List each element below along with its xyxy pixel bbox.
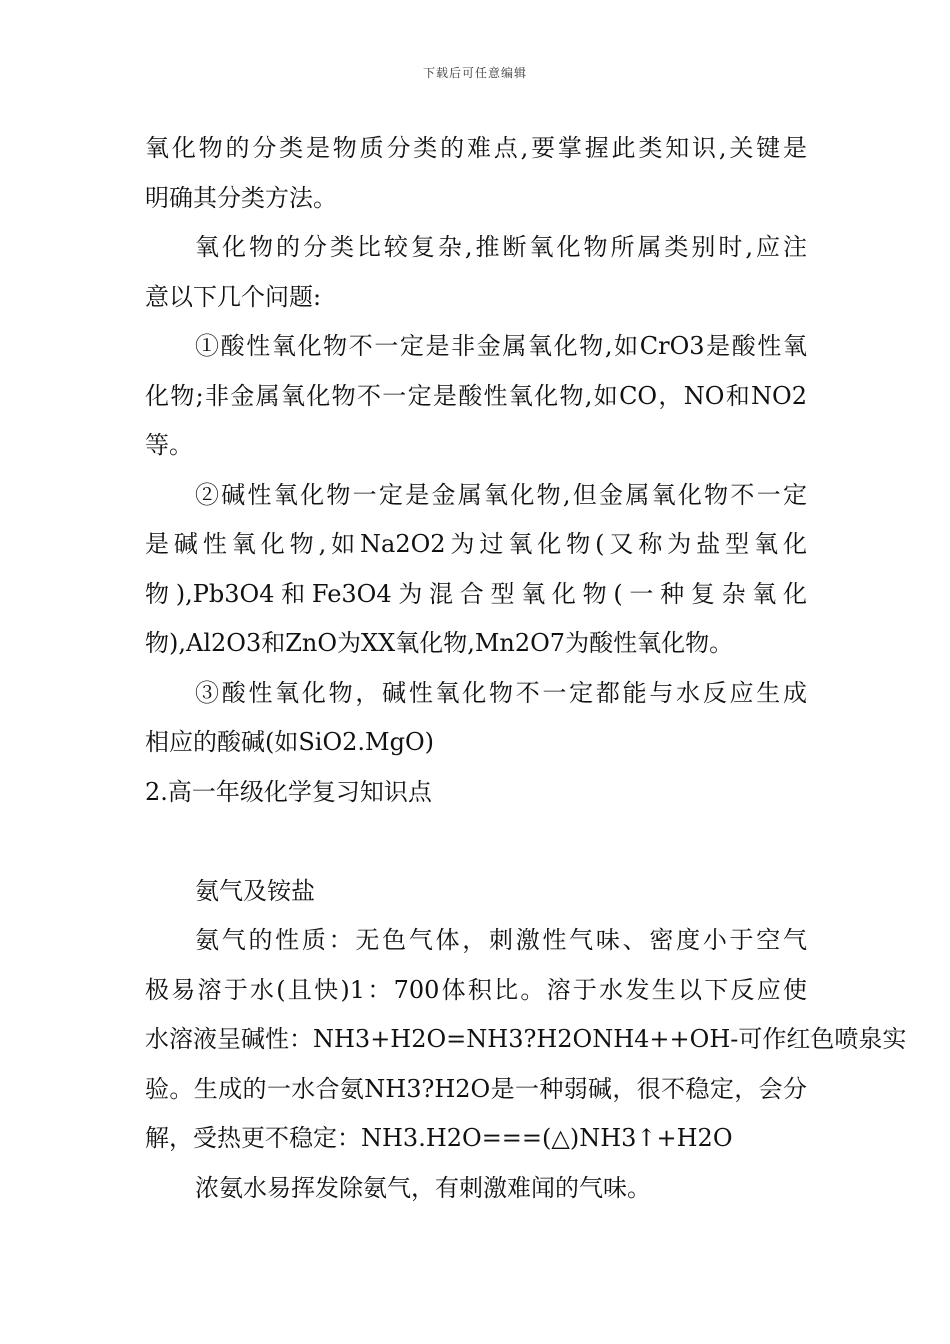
text-line: 意以下几个问题: [145,282,322,311]
text-line: 是碱性氧化物,如Na2O2为过氧化物(又称为盐型氧化 [145,530,807,558]
document-body [145,124,907,1213]
text-line: 等。 [145,431,193,459]
text-line: 相应的酸碱(如SiO2.MgO) [145,728,435,756]
text-line: 物),Pb3O4和Fe3O4为混合型氧化物(一种复杂氧化 [145,579,807,608]
text-line: 浓氨水易挥发除氨气，有刺激难闻的气味。 [195,1173,651,1202]
text-line: 明确其分类方法。 [145,183,337,212]
page-header: 下载后可任意编辑 [422,66,527,80]
text-line: 解，受热更不稳定：NH3.H2O===(△)NH3↑+H2O [145,1124,733,1152]
section-heading: 2.高一年级化学复习知识点 [145,777,432,806]
text-line: 化物;非金属氧化物不一定是酸性氧化物,如CO，NO和NO2 [145,381,807,410]
text-line: 极易溶于水(且快)1：700体积比。溶于水发生以下反应使 [145,975,807,1004]
text-line: 水溶液呈碱性：NH3+H2O=NH3?H2ONH4++OH-可作红色喷泉实 [145,1025,907,1053]
text-line: ②碱性氧化物一定是金属氧化物,但金属氧化物不一定 [195,480,807,509]
text-line: 氨气的性质：无色气体，刺激性气味、密度小于空气 [195,926,807,954]
text-line: 氧化物的分类是物质分类的难点,要掌握此类知识,关键是 [145,134,807,162]
text-line: ①酸性氧化物不一定是非金属氧化物,如CrO3是酸性氧 [195,332,807,360]
blank-line [145,817,807,867]
text-line: 氧化物的分类比较复杂,推断氧化物所属类别时,应注 [195,233,807,261]
text-line: 物),Al2O3和ZnO为XX氧化物,Mn2O7为酸性氧化物。 [145,629,734,657]
subsection-heading: 氨气及铵盐 [195,876,315,905]
text-line: ③酸性氧化物，碱性氧化物不一定都能与水反应生成 [195,678,807,707]
text-line: 验。生成的一水合氨NH3?H2O是一种弱碱，很不稳定，会分 [145,1074,807,1103]
